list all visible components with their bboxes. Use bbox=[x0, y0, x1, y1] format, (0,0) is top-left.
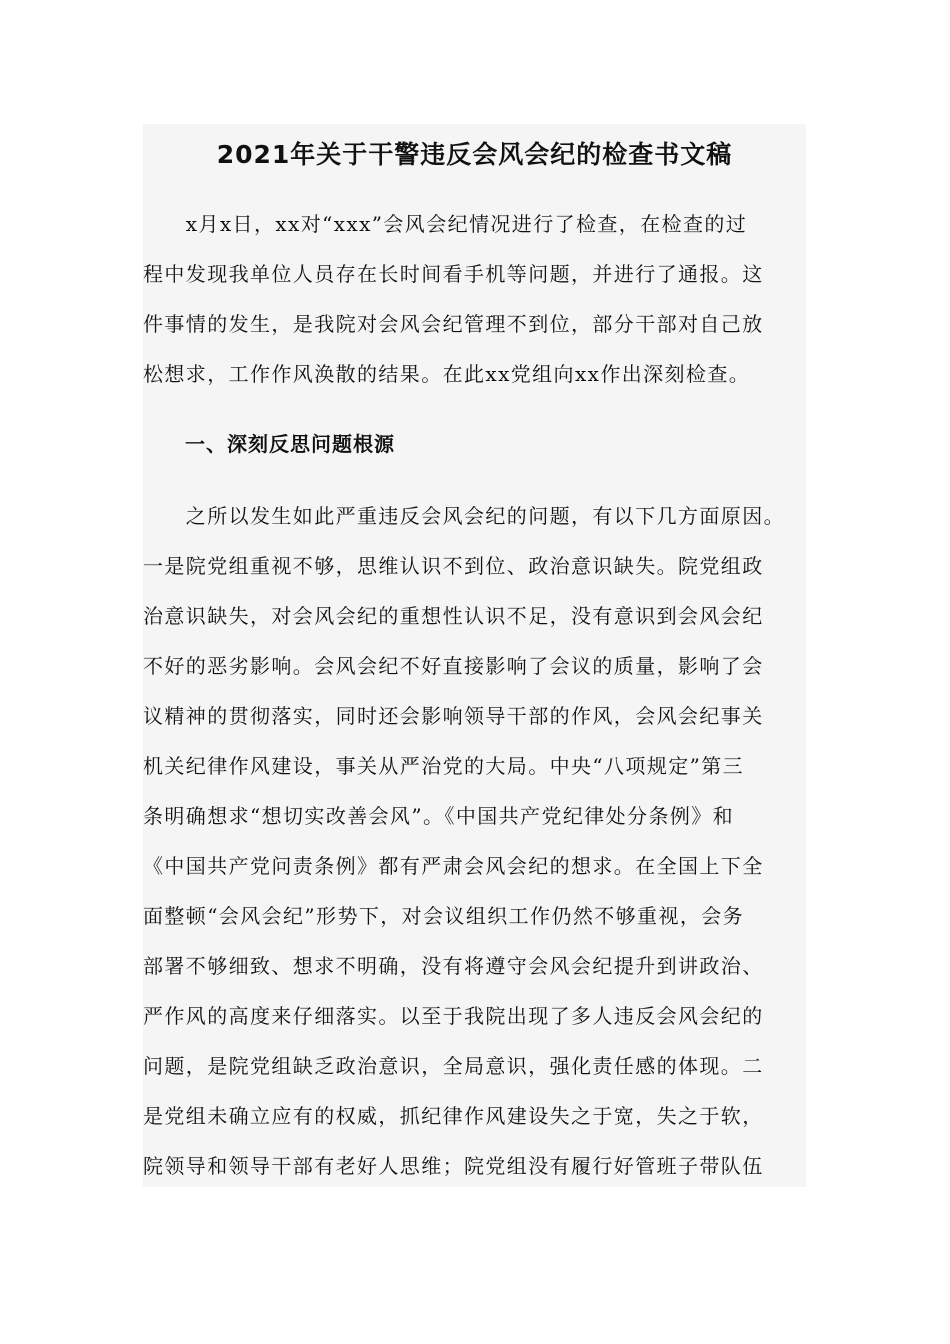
paragraph-line: 条明确想求“想切实改善会风”。《中国共产党纪律处分条例》和 bbox=[143, 804, 735, 828]
paragraph-line: 治意识缺失，对会风会纪的重想性认识不足，没有意识到会风会纪 bbox=[143, 604, 764, 628]
paragraph-line: 程中发现我单位人员存在长时间看手机等问题，并进行了通报。这 bbox=[143, 262, 764, 286]
paragraph-line: 件事情的发生，是我院对会风会纪管理不到位，部分干部对自己放 bbox=[143, 312, 764, 336]
paragraph-line: 一是院党组重视不够，思维认识不到位、政治意识缺失。院党组政 bbox=[143, 554, 764, 578]
paragraph-line: 松想求，工作作风涣散的结果。在此xx党组向xx作出深刻检查。 bbox=[143, 362, 751, 386]
paragraph-line: 是党组未确立应有的权威，抓纪律作风建设失之于宽，失之于软， bbox=[143, 1104, 764, 1128]
paragraph-line: 面整顿“会风会纪”形势下，对会议组织工作仍然不够重视，会务 bbox=[143, 904, 745, 928]
paragraph-line: 院领导和领导干部有老好人思维；院党组没有履行好管班子带队伍 bbox=[143, 1154, 764, 1178]
paragraph-line: 议精神的贯彻落实，同时还会影响领导干部的作风，会风会纪事关 bbox=[143, 704, 764, 728]
section-heading: 一、深刻反思问题根源 bbox=[143, 432, 395, 456]
paragraph-line: x月x日，xx对“xxx”会风会纪情况进行了检查，在检查的过 bbox=[143, 212, 748, 236]
paragraph-line: 机关纪律作风建设，事关从严治党的大局。中央“八项规定”第三 bbox=[143, 754, 745, 778]
paragraph-line: 严作风的高度来仔细落实。以至于我院出现了多人违反会风会纪的 bbox=[143, 1004, 764, 1028]
paragraph-line: 《中国共产党问责条例》都有严肃会风会纪的想求。在全国上下全 bbox=[143, 854, 764, 878]
paragraph-line: 问题，是院党组缺乏政治意识，全局意识，强化责任感的体现。二 bbox=[143, 1054, 764, 1078]
paragraph-line: 之所以发生如此严重违反会风会纪的问题，有以下几方面原因。 bbox=[143, 504, 785, 528]
paragraph-line: 部署不够细致、想求不明确，没有将遵守会风会纪提升到讲政治、 bbox=[143, 954, 764, 978]
paragraph-line: 不好的恶劣影响。会风会纪不好直接影响了会议的质量，影响了会 bbox=[143, 654, 764, 678]
document-title: 2021年关于干警违反会风会纪的检查书文稿 bbox=[216, 140, 733, 169]
